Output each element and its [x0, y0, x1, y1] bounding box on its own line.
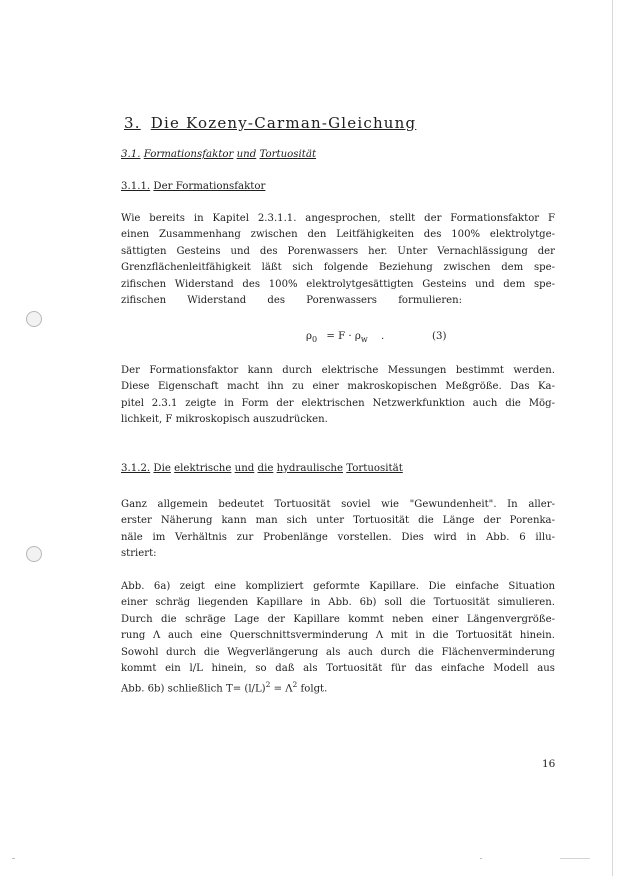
- paragraph-line: Der Formationsfaktor kann durch elektrische Messungen bestimmt werden.: [121, 365, 555, 376]
- paragraph-3: [121, 497, 555, 563]
- paragraph-line: lichkeit, F mikroskopisch auszudrücken.: [121, 414, 328, 426]
- paragraph-line: zifischen Widerstand des Porenwassers formulieren:: [121, 295, 463, 307]
- formula-exponent-1: 2: [265, 680, 271, 690]
- equation-3: [306, 331, 384, 344]
- paragraph-line: Durch die schräge Lage der Kapillare kommt neben einer Längenvergröße-: [121, 613, 555, 625]
- paragraph-line: Abb. 6a) zeigt eine kompliziert geformte Kapillare. Die einfache Situation: [121, 581, 555, 592]
- formula-exponent-2: 2: [292, 680, 298, 690]
- scan-speck: [480, 858, 482, 859]
- paragraph-line: zifischen Widerstand des 100% elektrolytgesättigten Gesteins und dem spe-: [121, 278, 555, 290]
- scan-speck: [560, 858, 590, 859]
- paragraph-line: sättigten Gesteins und des Porenwassers her. Unter Vernachlässigung der: [121, 245, 555, 257]
- section-number: 3.1.: [121, 149, 141, 160]
- subsection-2-title-conj: und: [234, 463, 255, 474]
- paragraph-line: Ganz allgemein bedeutet Tortuosität soviel wie "Gewundenheit". In aller-: [121, 499, 555, 510]
- equation-rhs: = F · ρ: [326, 331, 361, 342]
- equation-lhs-subscript: 0: [312, 335, 318, 345]
- paragraph-line: erster Näherung kann man sich unter Tortuosität die Länge der Porenka-: [121, 515, 555, 527]
- paragraph-line: Diese Eigenschaft macht ihn zu einer makroskopischen Meßgröße. Das Ka-: [121, 381, 555, 393]
- paragraph-line: Sowohl durch die Wegverlängerung als auch durch die Flächenverminderung: [121, 646, 555, 658]
- subsection-2-title-part3: die: [257, 463, 274, 474]
- paragraph-4: [121, 579, 555, 698]
- subsection-2-title-part4: hydraulische: [276, 463, 343, 474]
- punch-hole-upper: [26, 311, 42, 327]
- subsection-1-number: 3.1.1.: [121, 181, 151, 192]
- equation-lhs: ρ: [306, 331, 312, 342]
- section-title-part2: Tortuosität: [259, 149, 317, 160]
- equation-rhs-subscript: w: [360, 335, 368, 345]
- formula-text: Abb. 6b) schließlich T= (l/L): [121, 683, 266, 695]
- paragraph-line: kommt ein l/L hinein, so daß als Tortuosität für das einfache Modell aus: [121, 663, 555, 675]
- paragraph-line: pitel 2.3.1 zeigte in Form der elektrischen Netzwerkfunktion auch die Mög-: [121, 397, 555, 409]
- paragraph-line: Wie bereits in Kapitel 2.3.1.1. angesprochen, stellt der Formationsfaktor F: [121, 213, 555, 224]
- page-number: 16: [542, 758, 556, 770]
- paragraph-line: einer schräg liegenden Kapillare in Abb. 6b) soll die Tortuosität simulieren.: [121, 597, 555, 609]
- subsection-2-title-part5: Tortuosität: [346, 463, 403, 474]
- scan-speck: [12, 858, 15, 859]
- paragraph-1: [121, 211, 555, 309]
- paragraph-line: striert:: [121, 548, 157, 560]
- paragraph-line: rung Λ auch eine Querschnittsverminderung Λ mit in die Tortuosität hinein.: [121, 630, 555, 642]
- subsection-heading-1: [121, 181, 265, 192]
- section-title-conj: und: [236, 149, 257, 160]
- paragraph-line-formula: [121, 677, 555, 698]
- paragraph-line: näle im Verhältnis zur Probenlänge vorstellen. Dies wird in Abb. 6 illu-: [121, 531, 555, 543]
- paragraph-line: Grenzflächenleitfähigkeit läßt sich folgende Beziehung zwischen dem spe-: [121, 262, 555, 274]
- chapter-heading: [124, 114, 416, 132]
- subsection-heading-2: [121, 463, 403, 474]
- subsection-2-title-part1: Die: [153, 463, 171, 474]
- chapter-title: Die Kozeny-Carman-Gleichung: [150, 114, 417, 132]
- formula-mid: = Λ: [270, 683, 293, 695]
- subsection-2-title-part2: elektrische: [174, 463, 232, 474]
- section-title-part1: Formationsfaktor: [143, 149, 234, 160]
- paragraph-line: einen Zusammenhang zwischen den Leitfähigkeiten des 100% elektrolytge-: [121, 229, 555, 241]
- paragraph-2: [121, 363, 555, 429]
- subsection-2-number: 3.1.2.: [121, 463, 151, 474]
- formula-end: folgt.: [297, 683, 328, 695]
- subsection-1-title: Der Formationsfaktor: [153, 181, 266, 192]
- punch-hole-lower: [26, 546, 42, 562]
- equation-trailing-dot: .: [381, 331, 385, 342]
- equation-number: (3): [432, 331, 447, 342]
- chapter-number: 3.: [124, 114, 141, 132]
- section-heading: [121, 149, 316, 160]
- page-edge: [612, 0, 613, 876]
